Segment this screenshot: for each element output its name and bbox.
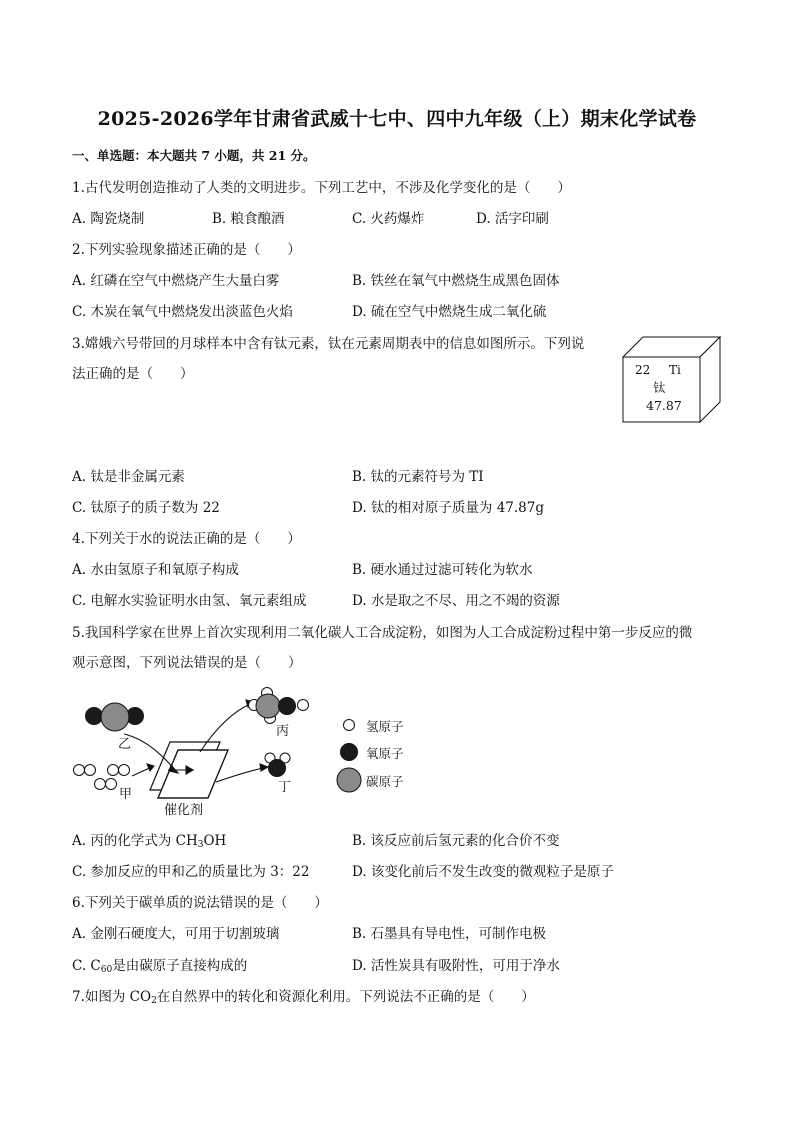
question-3-option-d: D. 钛的相对原子质量为 47.87g	[352, 500, 545, 516]
exam-title: 2025-2026学年甘肃省武威十七中、四中九年级（上）期末化学试卷	[97, 108, 697, 130]
question-3-option-a: A. 钛是非金属元素	[72, 469, 185, 485]
label-jia: 甲	[119, 787, 133, 802]
question-6-option-d: D. 活性炭具有吸附性，可用于净水	[352, 958, 560, 974]
label-yi: 乙	[118, 737, 132, 752]
question-1-option-d: D. 活字印刷	[476, 211, 549, 227]
question-5-option-c: C. 参加反应的甲和乙的质量比为 3：22	[72, 864, 310, 880]
question-6-stem: 6.下列关于碳单质的说法错误的是（ ）	[72, 895, 328, 911]
question-3-option-c: C. 钛原子的质子数为 22	[72, 500, 220, 516]
label-ding: 丁	[278, 780, 292, 795]
question-7-stem: 7.如图为 $CO_2$在自然界中的转化和资源化利用。下列说法不正确的是（ ）	[72, 989, 535, 1006]
question-2-stem: 2.下列实验现象描述正确的是（ ）	[72, 242, 301, 258]
legend-atoms	[337, 720, 361, 793]
molecule-yi-co2	[85, 703, 144, 731]
question-5-option-d: D. 该变化前后不发生改变的微观粒子是原子	[352, 864, 614, 880]
question-5-option-a: A. 丙的化学式为 $CH_3OH$	[72, 833, 227, 850]
legend-carbon-label: 碳原子	[366, 774, 404, 789]
question-5-stem-line-2: 观示意图，下列说法错误的是（ ）	[72, 655, 302, 671]
element-name: 钛	[653, 380, 666, 395]
section-heading: 一、单选题：本大题共 7 小题，共 21 分。	[72, 148, 316, 163]
molecule-ding-h2o	[265, 753, 290, 777]
question-4-option-c: C. 电解水实验证明水由氢、氧元素组成	[72, 593, 307, 609]
question-1-option-a: A. 陶瓷烧制	[72, 211, 145, 227]
question-2-option-a: A. 红磷在空气中燃烧产生大量白雾	[72, 273, 280, 289]
question-4-stem: 4.下列关于水的说法正确的是（ ）	[72, 531, 301, 547]
question-5-stem-line-1: 5.我国科学家在世界上首次实现利用二氧化碳人工合成淀粉，如图为人工合成淀粉过程中第一步反应的微	[72, 625, 693, 641]
question-6-option-c: C. $C_{60}$是由碳原子直接构成的	[72, 958, 248, 975]
periodic-table-cell-titanium	[622, 336, 722, 424]
question-5-option-b: B. 该反应前后氢元素的化合价不变	[352, 833, 560, 849]
question-4-option-b: B. 硬水通过过滤可转化为软水	[352, 562, 533, 578]
question-2-option-d: D. 硫在空气中燃烧生成二氧化硫	[352, 304, 547, 320]
question-1-option-b: B. 粮食酿酒	[212, 211, 285, 227]
question-6-option-b: B. 石墨具有导电性，可制作电极	[352, 926, 547, 942]
label-bing: 丙	[276, 724, 290, 739]
question-1-stem: 1.古代发明创造推动了人类的文明进步。下列工艺中，不涉及化学变化的是（ ）	[72, 180, 571, 196]
question-2-option-b: B. 铁丝在氧气中燃烧生成黑色固体	[352, 273, 560, 289]
question-3-option-b: B. 钛的元素符号为 TI	[352, 469, 484, 485]
question-2-option-c: C. 木炭在氧气中燃烧发出淡蓝色火焰	[72, 304, 293, 320]
question-1-option-c: C. 火药爆炸	[352, 211, 425, 227]
element-atomic-number: 22	[635, 363, 651, 377]
label-catalyst: 催化剂	[164, 803, 204, 818]
question-3-stem-line-2: 法正确的是（ ）	[72, 366, 194, 382]
catalyst-surface	[150, 742, 228, 798]
legend-oxygen-label: 氧原子	[366, 746, 404, 761]
molecule-bing-ch3oh	[249, 688, 309, 724]
question-6-option-a: A. 金刚石硬度大，可用于切割玻璃	[72, 926, 280, 942]
question-4-option-a: A. 水由氢原子和氧原子构成	[72, 562, 239, 578]
element-symbol: Ti	[669, 363, 681, 377]
element-atomic-mass: 47.87	[646, 398, 682, 413]
reaction-arrows	[124, 700, 268, 782]
legend-hydrogen-label: 氢原子	[366, 719, 404, 734]
question-4-option-d: D. 水是取之不尽、用之不竭的资源	[352, 593, 560, 609]
question-3-stem-line-1: 3.嫦娥六号带回的月球样本中含有钛元素，钛在元素周期表中的信息如图所示。下列说	[72, 336, 585, 352]
